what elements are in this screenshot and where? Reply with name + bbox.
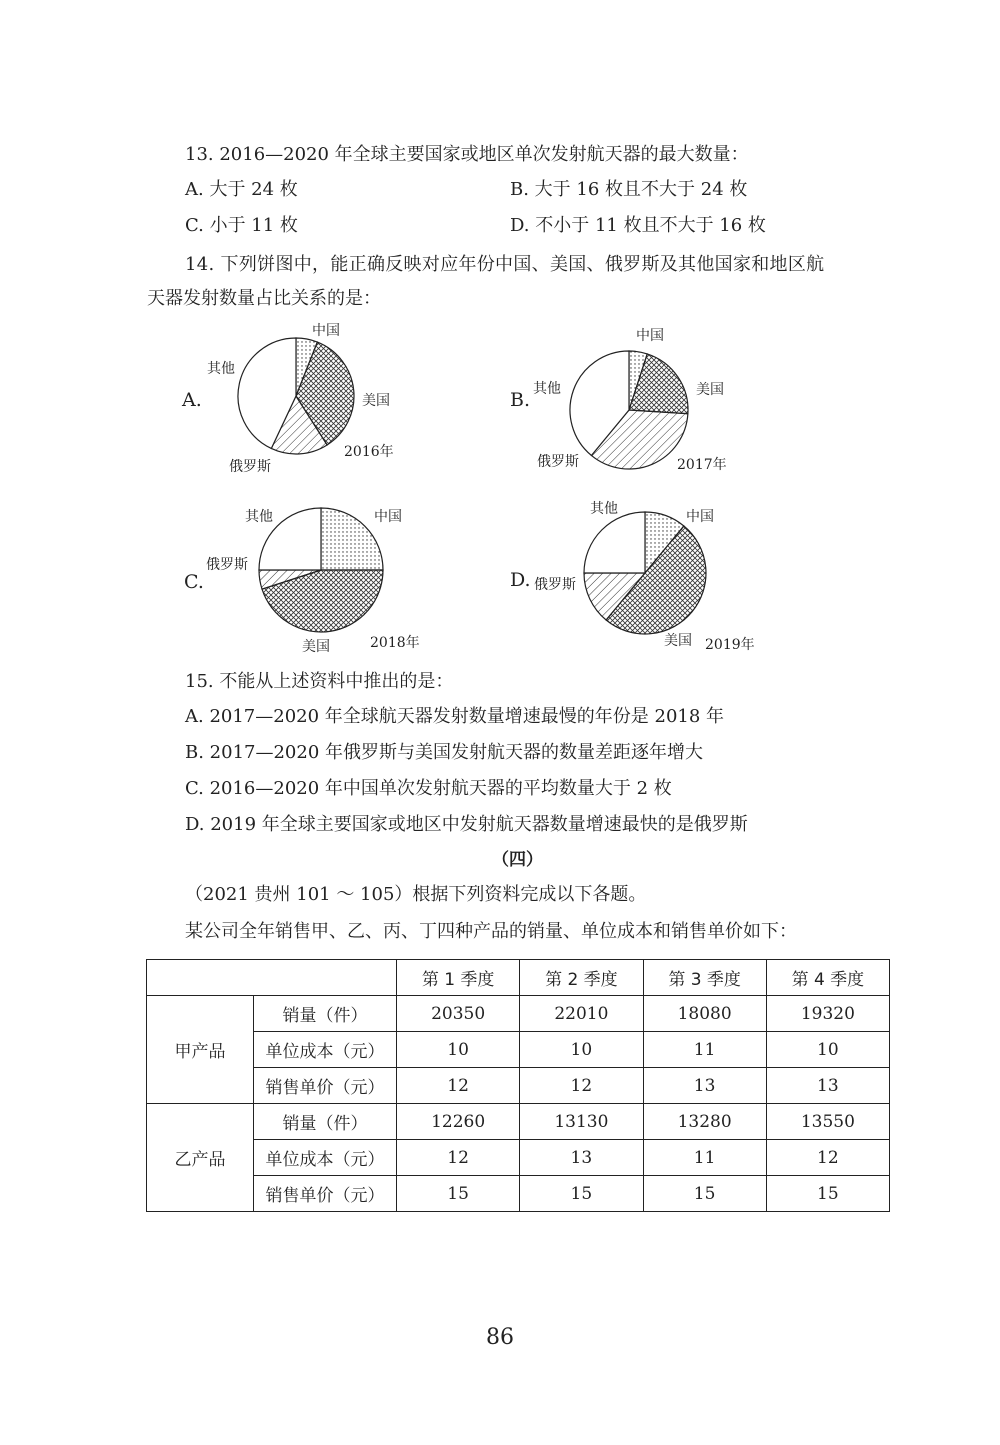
pie-chart-d xyxy=(582,510,708,636)
pie-c-label-usa: 美国 xyxy=(302,639,330,655)
row-item-label: 销量（件） xyxy=(254,1104,397,1140)
pie-c-label-china: 中国 xyxy=(374,509,402,525)
section-intro-2: 某公司全年销售甲、乙、丙、丁四种产品的销量、单位成本和销售单价如下： xyxy=(185,921,797,942)
table-header-q2: 第 2 季度 xyxy=(520,960,643,996)
row-item-label: 销售单价（元） xyxy=(254,1068,397,1104)
section-title: （四） xyxy=(492,850,543,870)
pie-b-label-russia: 俄罗斯 xyxy=(537,454,579,470)
pie-d-label-other: 其他 xyxy=(590,501,618,517)
table-row xyxy=(147,1104,890,1140)
pie-a-label-russia: 俄罗斯 xyxy=(229,459,271,475)
table-cell: 13280 xyxy=(643,1104,766,1140)
table-cell: 15 xyxy=(520,1176,643,1212)
table-cell: 12260 xyxy=(397,1104,520,1140)
table-cell: 11 xyxy=(643,1140,766,1176)
table-cell: 20350 xyxy=(397,996,520,1032)
table-cell: 13 xyxy=(520,1140,643,1176)
pie-chart-b xyxy=(568,349,690,471)
table-cell: 10 xyxy=(520,1032,643,1068)
pie-a-label-other: 其他 xyxy=(207,361,235,377)
table-cell: 22010 xyxy=(520,996,643,1032)
table-header-blank xyxy=(147,960,397,996)
table-row xyxy=(147,1032,890,1068)
q13-option-b: B. 大于 16 枚且不大于 24 枚 xyxy=(510,179,748,200)
q15-option-c: C. 2016—2020 年中国单次发射航天器的平均数量大于 2 枚 xyxy=(185,778,672,799)
pie-d-year: 2019年 xyxy=(705,637,755,653)
table-header-q4: 第 4 季度 xyxy=(766,960,889,996)
table-cell: 13 xyxy=(643,1068,766,1104)
table-cell: 18080 xyxy=(643,996,766,1032)
table-row xyxy=(147,1068,890,1104)
pie-a-letter: A. xyxy=(182,389,202,411)
table-row xyxy=(147,1176,890,1212)
table-cell: 13 xyxy=(766,1068,889,1104)
q14-stem-line1: 14. 下列饼图中，能正确反映对应年份中国、美国、俄罗斯及其他国家和地区航 xyxy=(185,254,825,275)
table-cell: 12 xyxy=(520,1068,643,1104)
table-cell: 12 xyxy=(766,1140,889,1176)
pie-b-year: 2017年 xyxy=(677,457,727,473)
pie-a-year: 2016年 xyxy=(344,444,394,460)
pie-b-label-china: 中国 xyxy=(636,328,664,344)
table-row xyxy=(147,996,890,1032)
q13-option-c: C. 小于 11 枚 xyxy=(185,215,298,236)
pie-b-letter: B. xyxy=(510,389,531,411)
row-item-label: 单位成本（元） xyxy=(254,1140,397,1176)
row-item-label: 单位成本（元） xyxy=(254,1032,397,1068)
table-cell: 10 xyxy=(397,1032,520,1068)
table-cell: 10 xyxy=(766,1032,889,1068)
pie-d-label-russia: 俄罗斯 xyxy=(534,577,576,593)
pie-b-label-other: 其他 xyxy=(533,381,561,397)
pie-c-label-other: 其他 xyxy=(245,509,273,525)
pie-chart-c xyxy=(257,506,385,634)
pie-c-letter: C. xyxy=(184,571,204,593)
page-number: 86 xyxy=(486,1325,514,1350)
table-cell: 11 xyxy=(643,1032,766,1068)
product-yi: 乙产品 xyxy=(147,1104,254,1212)
q13-option-d: D. 不小于 11 枚且不大于 16 枚 xyxy=(510,215,766,236)
q15-option-a: A. 2017—2020 年全球航天器发射数量增速最慢的年份是 2018 年 xyxy=(185,706,725,727)
table-header-q1: 第 1 季度 xyxy=(397,960,520,996)
table-cell: 13550 xyxy=(766,1104,889,1140)
table-row xyxy=(147,1140,890,1176)
pie-b-label-usa: 美国 xyxy=(696,382,724,398)
sales-table xyxy=(146,959,890,1212)
q15-option-b: B. 2017—2020 年俄罗斯与美国发射航天器的数量差距逐年增大 xyxy=(185,742,704,763)
pie-chart-a xyxy=(236,336,356,456)
pie-c-label-russia: 俄罗斯 xyxy=(206,557,248,573)
product-jia: 甲产品 xyxy=(147,996,254,1104)
section-intro: （2021 贵州 101 ～ 105）根据下列资料完成以下各题。 xyxy=(185,884,647,905)
pie-a-label-usa: 美国 xyxy=(362,393,390,409)
pie-a-label-china: 中国 xyxy=(312,323,340,339)
table-cell: 19320 xyxy=(766,996,889,1032)
table-cell: 15 xyxy=(397,1176,520,1212)
pie-d-letter: D. xyxy=(510,569,531,591)
table-cell: 15 xyxy=(643,1176,766,1212)
pie-d-label-usa: 美国 xyxy=(664,633,692,649)
table-cell: 12 xyxy=(397,1140,520,1176)
pie-slice-other xyxy=(584,512,645,573)
table-header-row xyxy=(147,960,890,996)
q15-option-d: D. 2019 年全球主要国家或地区中发射航天器数量增速最快的是俄罗斯 xyxy=(185,814,748,835)
table-cell: 15 xyxy=(766,1176,889,1212)
q14-stem-line2: 天器发射数量占比关系的是： xyxy=(147,288,381,309)
row-item-label: 销售单价（元） xyxy=(254,1176,397,1212)
q13-option-a: A. 大于 24 枚 xyxy=(185,179,298,200)
q15-stem: 15. 不能从上述资料中推出的是： xyxy=(185,671,454,692)
pie-c-year: 2018年 xyxy=(370,635,420,651)
row-item-label: 销量（件） xyxy=(254,996,397,1032)
table-cell: 13130 xyxy=(520,1104,643,1140)
q13-stem: 13. 2016—2020 年全球主要国家或地区单次发射航天器的最大数量： xyxy=(185,144,749,165)
table-cell: 12 xyxy=(397,1068,520,1104)
pie-d-label-china: 中国 xyxy=(686,509,714,525)
table-header-q3: 第 3 季度 xyxy=(643,960,766,996)
